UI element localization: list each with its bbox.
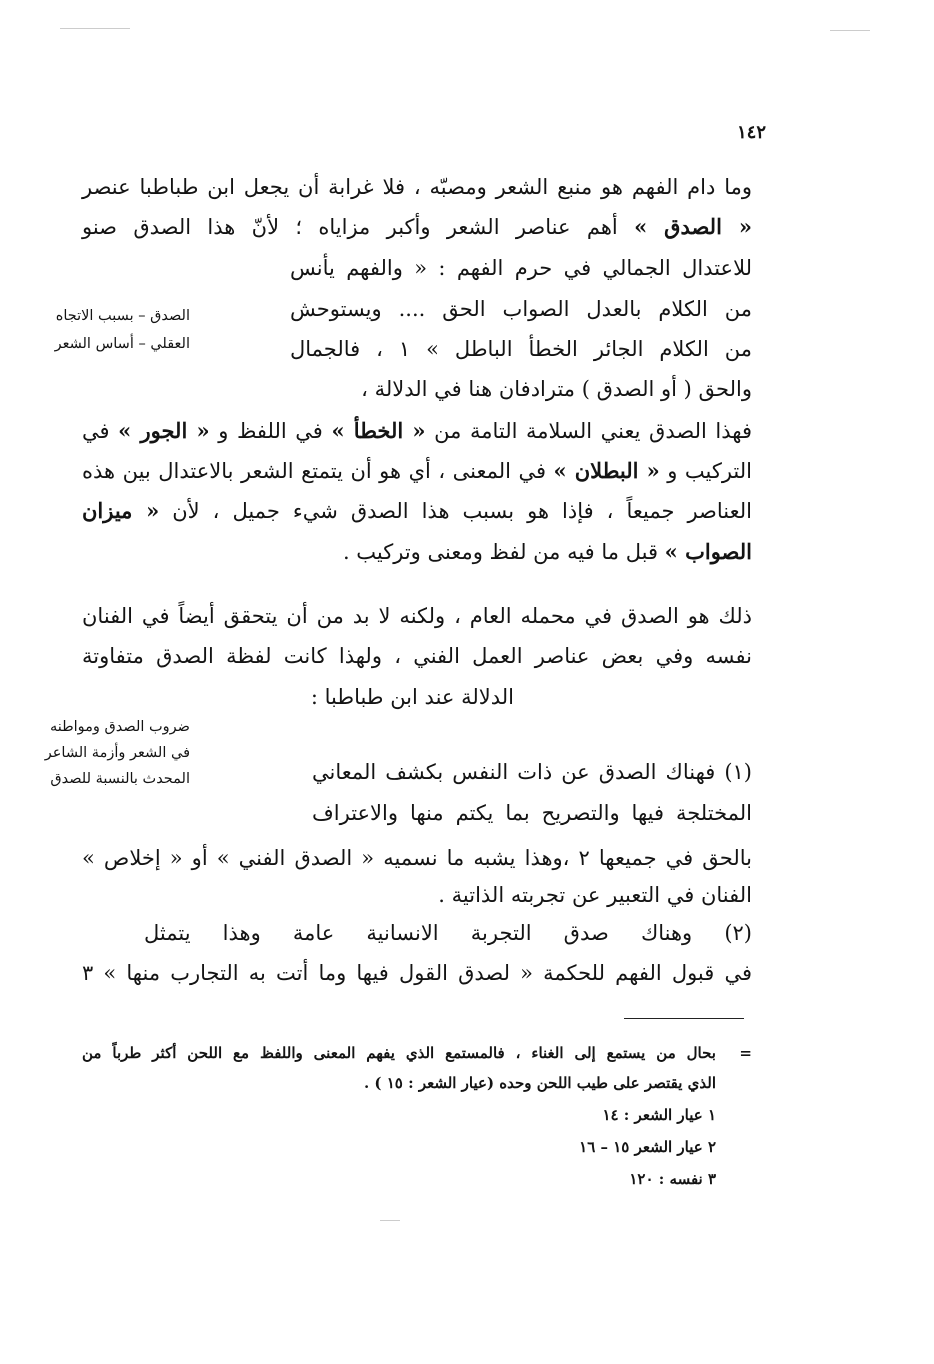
bold-term: « الصدق » [634,214,752,239]
bold-term: « ميزان [82,498,160,523]
text-line [82,496,752,526]
scan-artifact [380,1220,400,1221]
text-line: الدلالة عند ابن طباطبا : [310,685,514,709]
margin-note-2 [10,714,190,792]
margin-note-line: ضروب الصدق ومواطنه [49,719,190,735]
scan-artifact [60,28,130,29]
footnote-line: بحال من يستمع إلى الغناء ، فالمستمع الذي يفهم المعنى واللفظ مع اللحن أكثر طرباً من [82,1044,716,1062]
text-span: فهذا الصدق يعني السلامة التامة من [425,419,752,443]
margin-note-line: في الشعر وأزمة الشاعر [44,745,190,761]
text-line: بالحق في جميعها ٢ ،وهذا يشبه ما نسميه « الصدق الفني » أو « إخلاص » [82,846,752,870]
text-line [82,416,752,446]
text-line: ذلك هو الصدق في محمله العام ، ولكنه لا بد من أن يتحقق أيضاً في الفنان [82,604,752,628]
text-line: في قبول الفهم للحكمة « لصدق القول فيها وما أتت به التجارب منها » ٣ [82,961,752,985]
text-span: في اللفظ و [209,419,332,443]
bold-term: « الخطأ » [331,418,426,443]
margin-note-line: العقلي – أساس الشعر [54,336,190,352]
text-line: وما دام الفهم هو منبع الشعر ومصبّه ، فلا غرابة أن يجعل ابن طباطبا عنصر [82,175,752,199]
text-line [82,537,752,567]
text-line [82,456,752,486]
text-line: للاعتدال الجمالي في حرم الفهم : « والفهم يأنس [290,256,752,280]
margin-note-line: المحدث بالنسبة للصدق [50,771,190,787]
footnote-3: ٣ نفسه : ١٢٠ [629,1170,716,1188]
text-span: في [82,419,119,443]
text-span: في المعنى ، أي هو أن يتمتع الشعر بالاعتدال بين هذه [82,459,554,483]
text-span: أهم عناصر الشعر وأكبر مزاياه ؛ لأنّ هذا الصدق صنو [82,215,635,239]
text-line: الفنان في التعبير عن تجربته الذاتية . [438,883,752,907]
footnote-2: ٢ عيار الشعر ١٥ – ١٦ [579,1138,716,1156]
page-number: ١٤٢ [736,122,766,143]
margin-note-line: الصدق – بسبب الاتجاه [55,308,190,324]
footnote-line: الذي يقتصر على طيب اللحن وحده (عيار الشعر : ١٥ ) . [363,1074,716,1092]
text-span: العناصر جميعاً ، فإذا هو بسبب هذا الصدق شيء جميل ، لأن [159,499,752,523]
text-line: من الكلام الجائر الخطأ الباطل » ١ ، فالجمال [290,337,752,361]
text-line: نفسه وفي بعض عناصر العمل الفني ، ولهذا كانت لفظة الصدق متفاوتة [82,644,752,668]
text-line: والحق ( أو الصدق ) مترادفان هنا في الدلالة ، [361,377,752,401]
footnote-continuation-mark: = [739,1044,752,1062]
text-line [82,212,752,242]
text-line: المختلجة فيها والتصريح بما يكتم منها والاعتراف [312,801,752,825]
text-line: (١) فهناك الصدق عن ذات النفس بكشف المعاني [312,760,752,784]
footnote-1: ١ عيار الشعر : ١٤ [602,1106,716,1124]
text-line: (٢) وهناك صدق التجربة الانسانية عامة وهذا يتمثل [144,921,752,945]
text-span: التركيب و [659,459,752,483]
text-span: قبل ما فيه من لفظ ومعنى وتركيب . [342,540,665,564]
scan-artifact [830,30,870,31]
margin-note-1 [10,302,190,358]
footnote-separator [624,1018,744,1019]
bold-term: « الجور » [118,418,210,443]
bold-term: « البطلان » [553,458,660,483]
bold-term: الصواب » [664,539,752,564]
text-line: من الكلام بالعدل الصواب الحق .... ويستوحش [290,297,752,321]
